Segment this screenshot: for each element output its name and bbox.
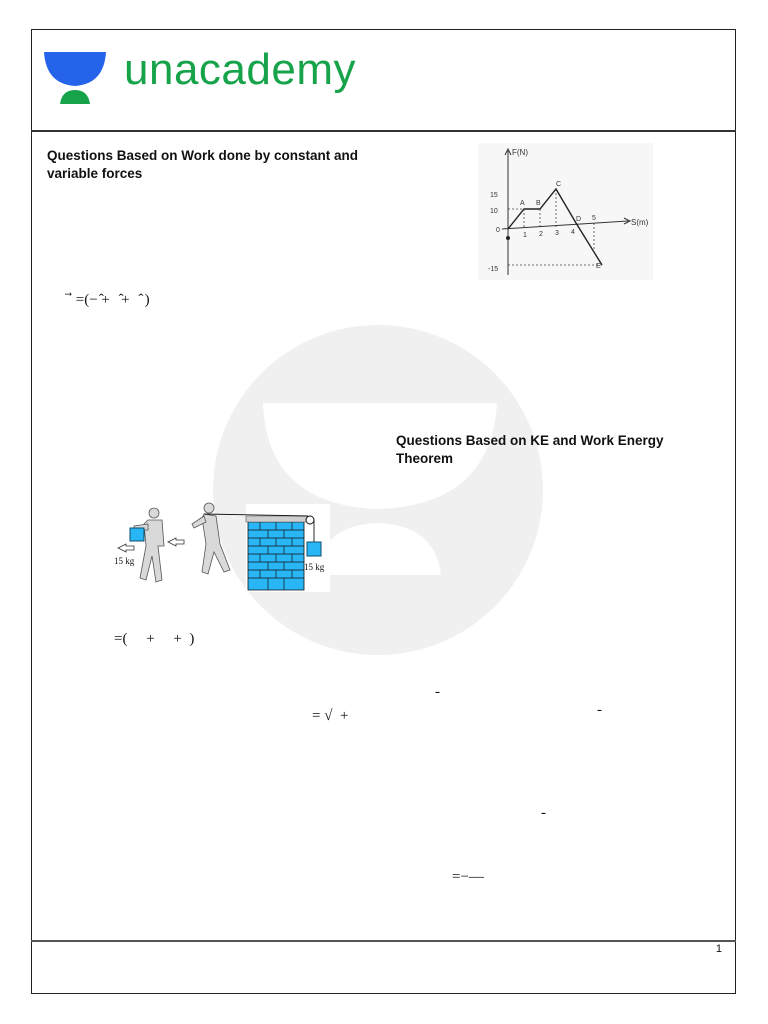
graph-point-label: B <box>536 200 541 207</box>
graph-y-tick: 10 <box>490 208 498 215</box>
graph-y-tick: 15 <box>490 192 498 199</box>
unacademy-mark-icon <box>42 48 110 108</box>
graph-y-axis-label: F(N) <box>512 148 528 157</box>
unacademy-logo <box>42 44 372 104</box>
graph-point-label: 5 <box>592 215 596 222</box>
graph-point-label: C <box>556 181 562 188</box>
force-displacement-graph <box>478 143 653 280</box>
equation-force-vector: ⃗ =(− ̂+ ̂+ ̂ ) <box>72 292 150 308</box>
logo-wordmark: unacademy <box>124 45 356 94</box>
graph-point-label: D <box>576 216 582 223</box>
header-divider <box>31 130 736 132</box>
graph-point-label: E <box>596 263 601 270</box>
graph-point-label: A <box>520 200 525 207</box>
work-illustration <box>112 500 332 595</box>
graph-x-axis-label: S(m) <box>631 218 649 227</box>
equation-fragment: - <box>597 702 602 718</box>
footer-divider <box>31 940 736 942</box>
equation-sqrt: = √ + <box>312 708 349 724</box>
page-number: 1 <box>715 943 722 955</box>
graph-x-tick: 2 <box>539 231 543 238</box>
graph-y-tick: -15 <box>488 266 499 273</box>
graph-x-tick: 4 <box>571 229 575 236</box>
equation-sum: =( + + ) <box>114 631 195 647</box>
mass-label-right: 15 kg <box>304 562 325 572</box>
graph-x-tick: 1 <box>523 232 527 239</box>
mass-label-left: 15 kg <box>114 556 135 566</box>
watermark-logo-icon <box>205 325 555 655</box>
equation-negative-fraction: =−— <box>452 869 484 885</box>
equation-fragment: - <box>541 805 546 821</box>
heading-work-forces: Questions Based on Work done by constant and variable forces <box>47 148 359 181</box>
graph-y-tick: 0 <box>496 227 500 234</box>
equation-fragment: - <box>435 684 440 700</box>
graph-x-tick: 3 <box>555 230 559 237</box>
heading-ke-theorem: Questions Based on KE and Work Energy Theorem <box>396 433 664 466</box>
